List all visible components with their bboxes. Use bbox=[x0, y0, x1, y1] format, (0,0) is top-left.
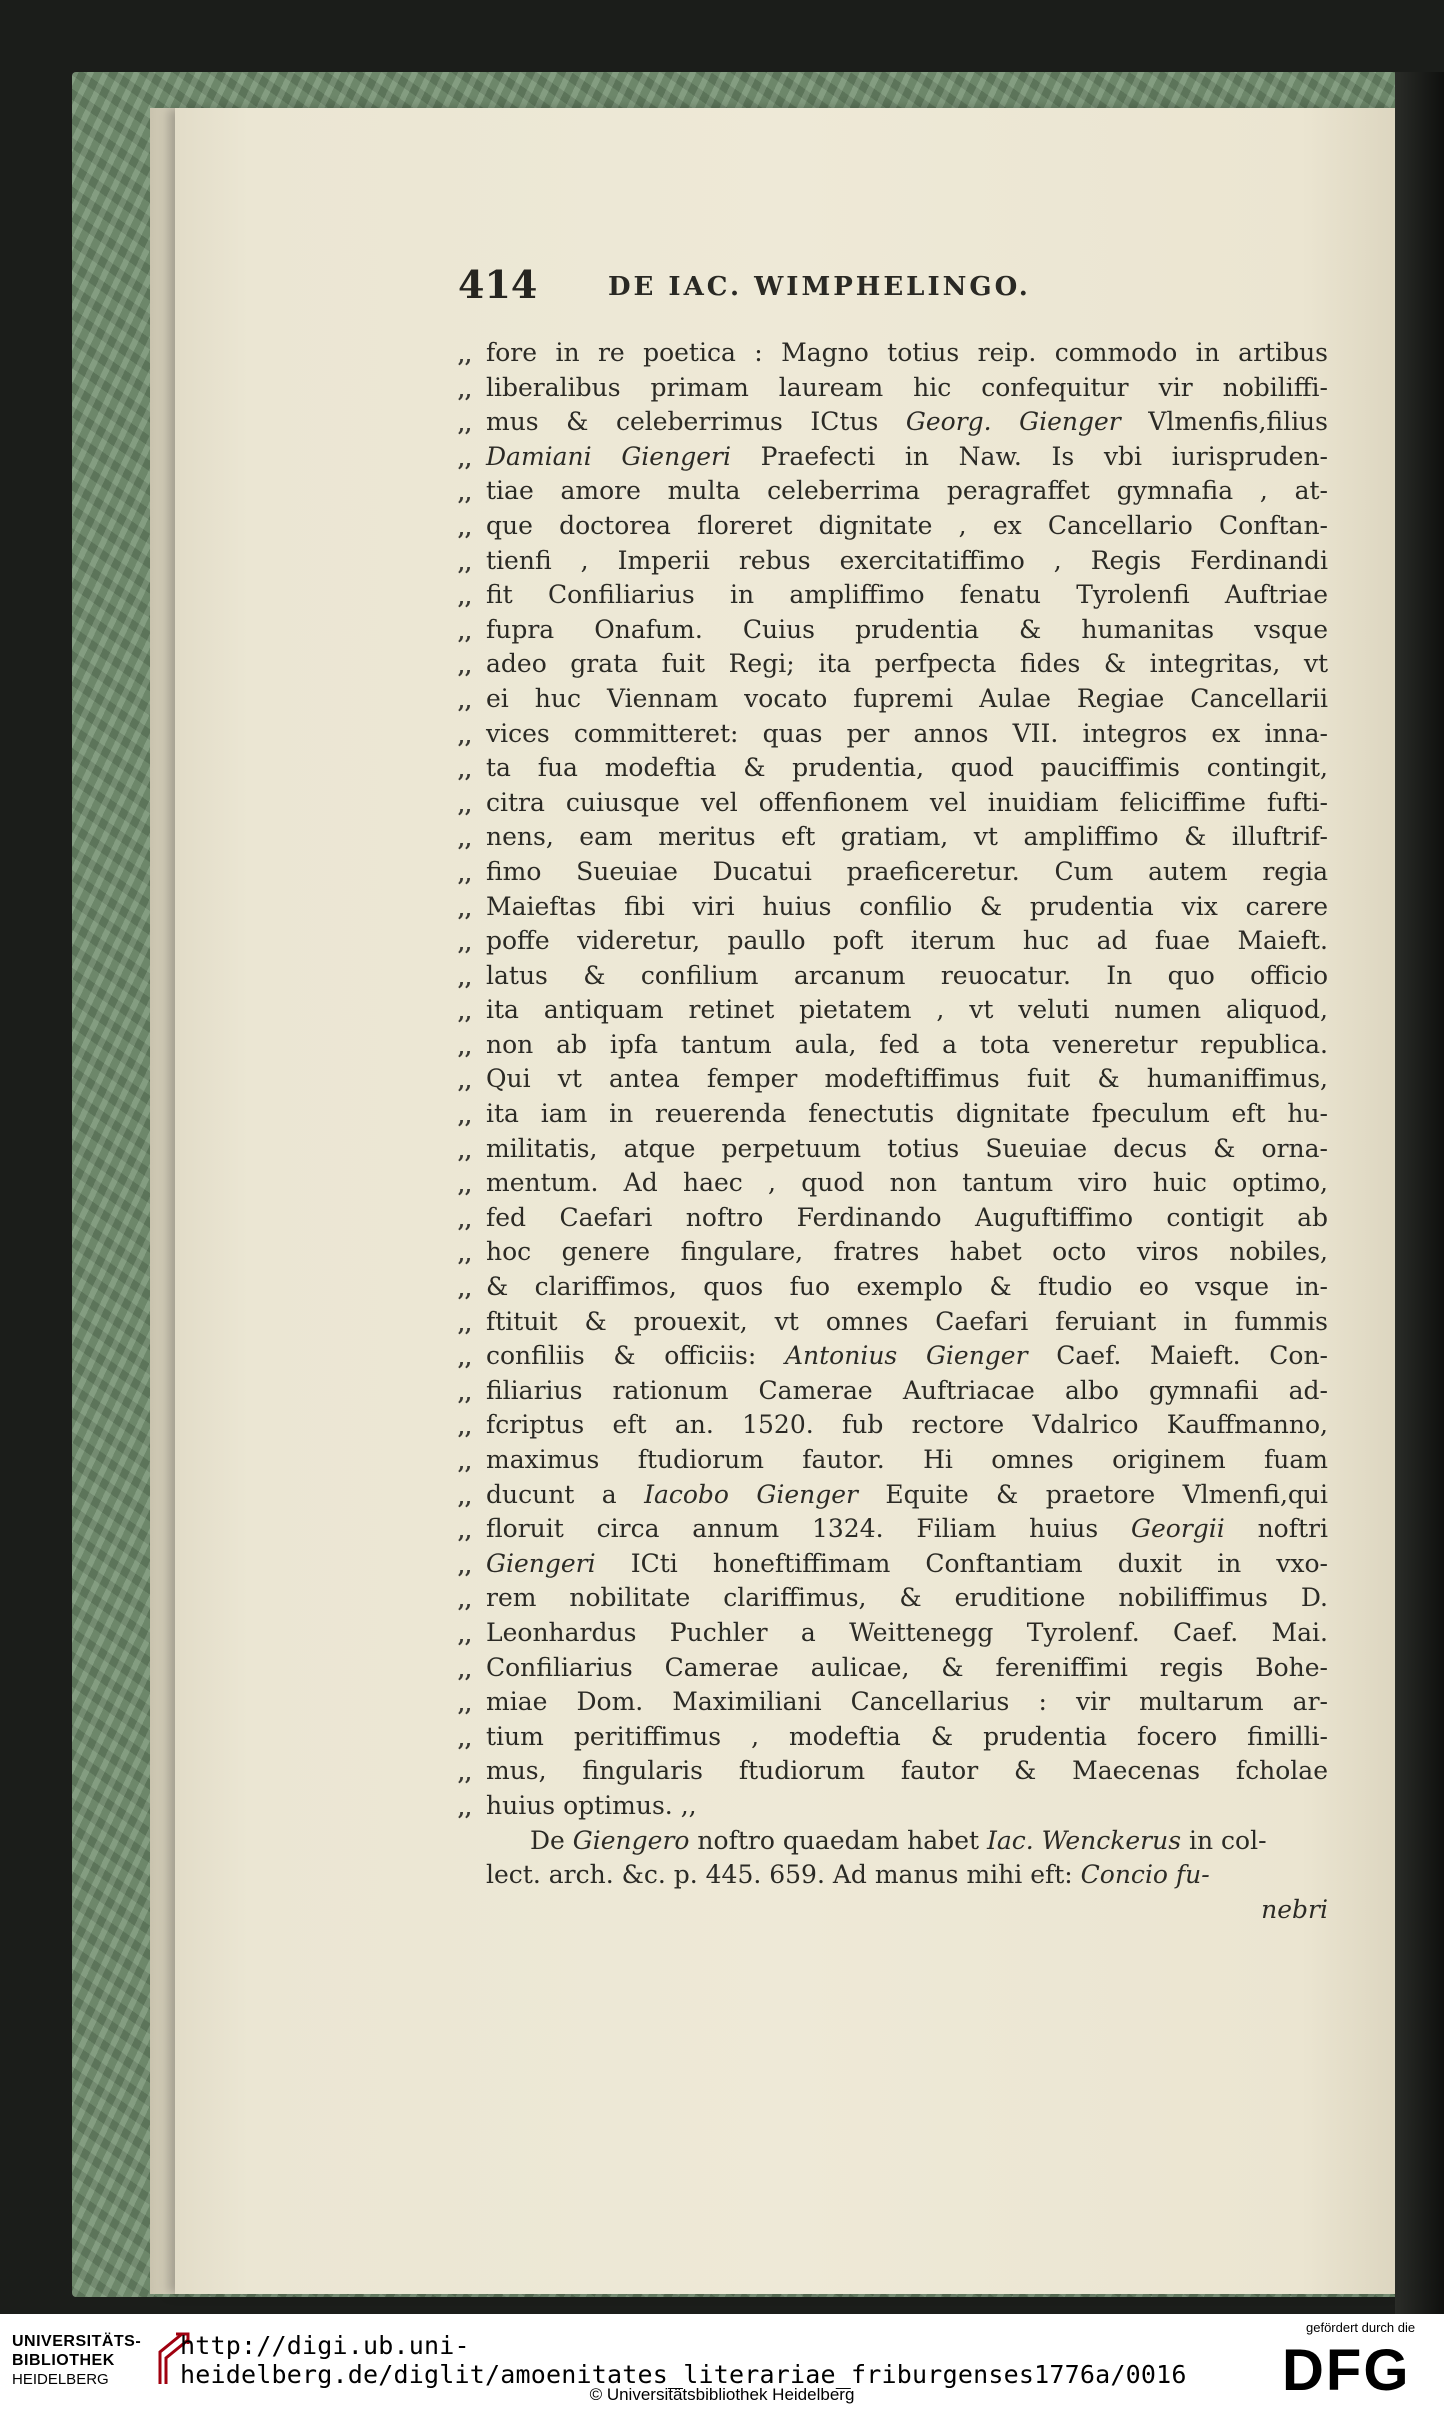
quotation-mark: ,, bbox=[458, 1553, 472, 1578]
quotation-mark: ,, bbox=[458, 619, 472, 644]
quotation-mark: ,, bbox=[458, 688, 472, 713]
quotation-mark: ,, bbox=[458, 343, 472, 367]
quotation-mark: ,, bbox=[458, 1484, 472, 1509]
quotation-mark: ,, bbox=[458, 1069, 472, 1094]
italic-name: Georg. Gienger bbox=[905, 407, 1121, 437]
quotation-mark: ,, bbox=[458, 1415, 472, 1440]
quotation-mark: ,, bbox=[458, 758, 472, 783]
text-run: latus & confilium arcanum reuocatur. In quo officio bbox=[486, 960, 1328, 990]
text-line bbox=[458, 890, 1328, 925]
text-run: ftituit & prouexit, vt omnes Caefari feruiant in fummis bbox=[486, 1306, 1328, 1336]
text-run: noftro quaedam habet bbox=[689, 1825, 987, 1855]
text-run: poffe videretur, paullo poft iterum huc ad fuae Maieft. bbox=[486, 926, 1328, 956]
quotation-mark: ,, bbox=[458, 1692, 472, 1717]
text-run: De bbox=[530, 1825, 573, 1855]
quotation-mark: ,, bbox=[458, 412, 472, 437]
text-line bbox=[486, 1893, 1328, 1928]
text-run: fcriptus eft an. 1520. fub rectore Vdalrico Kauffmanno, bbox=[486, 1410, 1328, 1440]
text-line bbox=[458, 1443, 1328, 1478]
text-run: ICti honeftiffimam Conftantiam duxit in vxo- bbox=[595, 1548, 1328, 1578]
text-line bbox=[458, 1789, 1328, 1824]
text-run: non ab ipfa tantum aula, fed a tota veneretur republica. bbox=[486, 1029, 1328, 1059]
text-run: ei huc Viennam vocato fupremi Aulae Regiae Cancellarii bbox=[486, 683, 1328, 713]
text-line bbox=[458, 1062, 1328, 1097]
text-line bbox=[458, 1581, 1328, 1616]
quotation-mark: ,, bbox=[458, 861, 472, 886]
text-run: ita antiquam retinet pietatem , vt veluti numen aliquod, bbox=[486, 995, 1328, 1025]
running-head: DE IAC. WIMPHELINGO. bbox=[608, 272, 1031, 302]
text-line bbox=[458, 1478, 1328, 1513]
library-name-line1: UNIVERSITÄTS- bbox=[12, 2333, 142, 2350]
text-line bbox=[458, 1339, 1328, 1374]
text-run: Maieftas fibi viri huius confilio & prudentia vix carere bbox=[486, 891, 1328, 921]
italic-name: Concio fu- bbox=[1080, 1860, 1210, 1890]
quotation-mark: ,, bbox=[458, 1034, 472, 1059]
text-run: ducunt a bbox=[486, 1479, 645, 1509]
quotation-mark: ,, bbox=[458, 1207, 472, 1232]
text-line bbox=[458, 1166, 1328, 1201]
quotation-mark: ,, bbox=[458, 1657, 472, 1682]
quotation-mark: ,, bbox=[458, 1104, 472, 1129]
text-run: ita iam in reuerenda fenectutis dignitate fpeculum eft hu- bbox=[486, 1099, 1328, 1129]
body-text bbox=[458, 336, 1328, 1927]
text-run: Qui vt antea femper modeftiffimus fuit & humaniffimus, bbox=[486, 1064, 1328, 1094]
text-run: tienfi , Imperii rebus exercitatiffimo , Regis Ferdinandi bbox=[486, 545, 1328, 575]
text-line bbox=[458, 924, 1328, 959]
text-run: fore in re poetica : Magno totius reip. commodo in artibus bbox=[486, 338, 1328, 367]
text-line bbox=[458, 405, 1328, 440]
text-run: fed Caefari noftro Ferdinando Auguftiffimo contigit ab bbox=[486, 1202, 1328, 1232]
text-line bbox=[458, 1374, 1328, 1409]
text-run: Caef. Maieft. Con- bbox=[1027, 1341, 1328, 1371]
quotation-mark: ,, bbox=[458, 446, 472, 471]
text-line bbox=[458, 1132, 1328, 1167]
quotation-mark: ,, bbox=[458, 965, 472, 990]
text-run: mus, fingularis ftudiorum fautor & Maecenas fcholae bbox=[486, 1756, 1328, 1786]
text-run: militatis, atque perpetuum totius Sueuiae decus & orna- bbox=[486, 1133, 1328, 1163]
text-run: mentum. Ad haec , quod non tantum viro huic optimo, bbox=[486, 1168, 1328, 1198]
text-line bbox=[486, 1824, 1328, 1859]
text-line bbox=[458, 1720, 1328, 1755]
text-run: filiarius rationum Camerae Auftriacae albo gymnafii ad- bbox=[486, 1375, 1328, 1405]
text-run: que doctorea floreret dignitate , ex Cancellario Conftan- bbox=[486, 510, 1328, 540]
text-run: tiae amore multa celeberrima peragraffet gymnafia , at- bbox=[486, 476, 1328, 506]
text-line bbox=[458, 1685, 1328, 1720]
text-line bbox=[458, 613, 1328, 648]
spine-shadow bbox=[1395, 72, 1444, 2314]
text-line bbox=[458, 1201, 1328, 1236]
quotation-mark: ,, bbox=[458, 550, 472, 575]
text-line bbox=[458, 1097, 1328, 1132]
text-line bbox=[458, 647, 1328, 682]
text-line bbox=[458, 1616, 1328, 1651]
text-line bbox=[458, 1270, 1328, 1305]
dfg-logo: DFG bbox=[1282, 2338, 1411, 2403]
text-line bbox=[458, 578, 1328, 613]
text-run: fupra Onafum. Cuius prudentia & humanitas vsque bbox=[486, 614, 1328, 644]
text-line bbox=[458, 820, 1328, 855]
quotation-mark: ,, bbox=[458, 585, 472, 610]
quotation-mark: ,, bbox=[458, 1588, 472, 1613]
italic-name: Giengeri bbox=[486, 1548, 596, 1578]
quotation-mark: ,, bbox=[458, 1277, 472, 1302]
text-line bbox=[458, 1408, 1328, 1443]
quotation-mark: ,, bbox=[458, 1138, 472, 1163]
text-run: fit Confiliarius in ampliffimo fenatu Tyrolenfi Auftriae bbox=[486, 580, 1328, 610]
text-line bbox=[458, 855, 1328, 890]
quotation-mark: ,, bbox=[458, 1242, 472, 1267]
text-run: hoc genere fingulare, fratres habet octo viros nobiles, bbox=[486, 1237, 1328, 1267]
text-run: Vlmenfis,filius bbox=[1120, 407, 1328, 437]
text-run: adeo grata fuit Regi; ita perfpecta fides & integritas, vt bbox=[486, 649, 1328, 679]
text-line bbox=[458, 786, 1328, 821]
text-run: mus & celeberrimus ICtus bbox=[486, 407, 906, 437]
permalink-url[interactable]: http://digi.ub.uni-heidelberg.de/diglit/amoenitates_literariae_friburgenses1776a/0016 bbox=[180, 2331, 1187, 2389]
text-line bbox=[458, 1305, 1328, 1340]
text-line bbox=[458, 509, 1328, 544]
quotation-mark: ,, bbox=[458, 1761, 472, 1786]
text-run: & clariffimos, quos fuo exemplo & ftudio eo vsque in- bbox=[486, 1272, 1328, 1302]
text-run: confiliis & officiis: bbox=[486, 1341, 785, 1371]
text-line bbox=[458, 1651, 1328, 1686]
text-run: citra cuiusque vel offenfionem vel inuidiam feliciffime fufti- bbox=[486, 787, 1328, 817]
text-run: vices committeret: quas per annos VII. integros ex inna- bbox=[486, 718, 1328, 748]
text-line bbox=[458, 544, 1328, 579]
library-name-line3: HEIDELBERG bbox=[12, 2371, 109, 2388]
quotation-mark: ,, bbox=[458, 654, 472, 679]
text-line bbox=[486, 1858, 1328, 1893]
italic-name: Damiani Giengeri bbox=[486, 441, 731, 471]
text-line bbox=[458, 1512, 1328, 1547]
text-run: tium peritiffimus , modeftia & prudentia focero fimilli- bbox=[486, 1721, 1328, 1751]
text-line bbox=[458, 1235, 1328, 1270]
quotation-mark: ,, bbox=[458, 723, 472, 748]
quotation-mark: ,, bbox=[458, 1795, 472, 1820]
text-line bbox=[458, 1754, 1328, 1789]
italic-name: nebri bbox=[1261, 1894, 1328, 1924]
quotation-mark: ,, bbox=[458, 1346, 472, 1371]
text-line bbox=[458, 474, 1328, 509]
funded-by-note: gefördert durch die bbox=[1306, 2320, 1416, 2335]
text-run: floruit circa annum 1324. Filiam huius bbox=[486, 1514, 1132, 1544]
copyright-notice: © Universitätsbibliothek Heidelberg bbox=[589, 2385, 855, 2404]
text-line bbox=[458, 440, 1328, 475]
text-run: liberalibus primam lauream hic confequitur vir nobiliffi- bbox=[486, 372, 1328, 402]
text-run: fimo Sueuiae Ducatui praeficeretur. Cum autem regia bbox=[486, 856, 1328, 886]
italic-name: Iacobo Gienger bbox=[644, 1479, 859, 1509]
text-line bbox=[458, 336, 1328, 371]
italic-name: Antonius Gienger bbox=[784, 1341, 1028, 1371]
quotation-mark: ,, bbox=[458, 1173, 472, 1198]
text-line bbox=[458, 682, 1328, 717]
text-run: noftri bbox=[1224, 1514, 1328, 1544]
text-run: maximus ftudiorum fautor. Hi omnes originem fuam bbox=[486, 1445, 1328, 1474]
text-line bbox=[458, 1547, 1328, 1582]
quotation-mark: ,, bbox=[458, 896, 472, 921]
library-name-line2: BIBLIOTHEK bbox=[12, 2352, 115, 2369]
italic-name: Iac. Wenckerus bbox=[986, 1825, 1182, 1855]
text-run: in col- bbox=[1181, 1825, 1267, 1855]
text-run: huius optimus. ,, bbox=[486, 1790, 697, 1820]
text-run: Leonhardus Puchler a Weittenegg Tyrolenf. Caef. Mai. bbox=[486, 1617, 1328, 1647]
text-line bbox=[458, 959, 1328, 994]
quotation-mark: ,, bbox=[458, 1519, 472, 1544]
quotation-mark: ,, bbox=[458, 1726, 472, 1751]
quotation-mark: ,, bbox=[458, 1380, 472, 1405]
text-line bbox=[458, 1028, 1328, 1063]
quotation-mark: ,, bbox=[458, 1622, 472, 1647]
text-run: miae Dom. Maximiliani Cancellarius : vir multarum ar- bbox=[486, 1687, 1328, 1717]
text-run: lect. arch. &c. p. 445. 659. Ad manus mihi eft: bbox=[486, 1860, 1081, 1890]
quotation-mark: ,, bbox=[458, 931, 472, 956]
quotation-mark: ,, bbox=[458, 1450, 472, 1474]
italic-name: Giengero bbox=[572, 1825, 690, 1855]
text-run: nens, eam meritus eft gratiam, vt ampliffimo & illuftrif- bbox=[486, 822, 1328, 852]
quotation-mark: ,, bbox=[458, 1000, 472, 1025]
quotation-mark: ,, bbox=[458, 515, 472, 540]
text-run: rem nobilitate clariffimus, & eruditione nobiliffimus D. bbox=[486, 1583, 1328, 1613]
text-run: Praefecti in Naw. Is vbi iurispruden- bbox=[730, 441, 1328, 471]
quotation-mark: ,, bbox=[458, 792, 472, 817]
text-line bbox=[458, 371, 1328, 406]
text-line bbox=[458, 751, 1328, 786]
quotation-mark: ,, bbox=[458, 1311, 472, 1336]
text-run: ta fua modeftia & prudentia, quod pauciffimis contingit, bbox=[486, 753, 1328, 783]
quotation-mark: ,, bbox=[458, 377, 472, 402]
text-line bbox=[458, 717, 1328, 752]
text-run: Confiliarius Camerae aulicae, & fereniffimi regis Bohe- bbox=[486, 1652, 1328, 1682]
quotation-mark: ,, bbox=[458, 827, 472, 852]
text-run: Equite & praetore Vlmenfi,qui bbox=[858, 1479, 1328, 1509]
text-line bbox=[458, 993, 1328, 1028]
quotation-mark: ,, bbox=[458, 481, 472, 506]
page-number: 414 bbox=[458, 262, 538, 307]
italic-name: Georgii bbox=[1131, 1514, 1225, 1544]
